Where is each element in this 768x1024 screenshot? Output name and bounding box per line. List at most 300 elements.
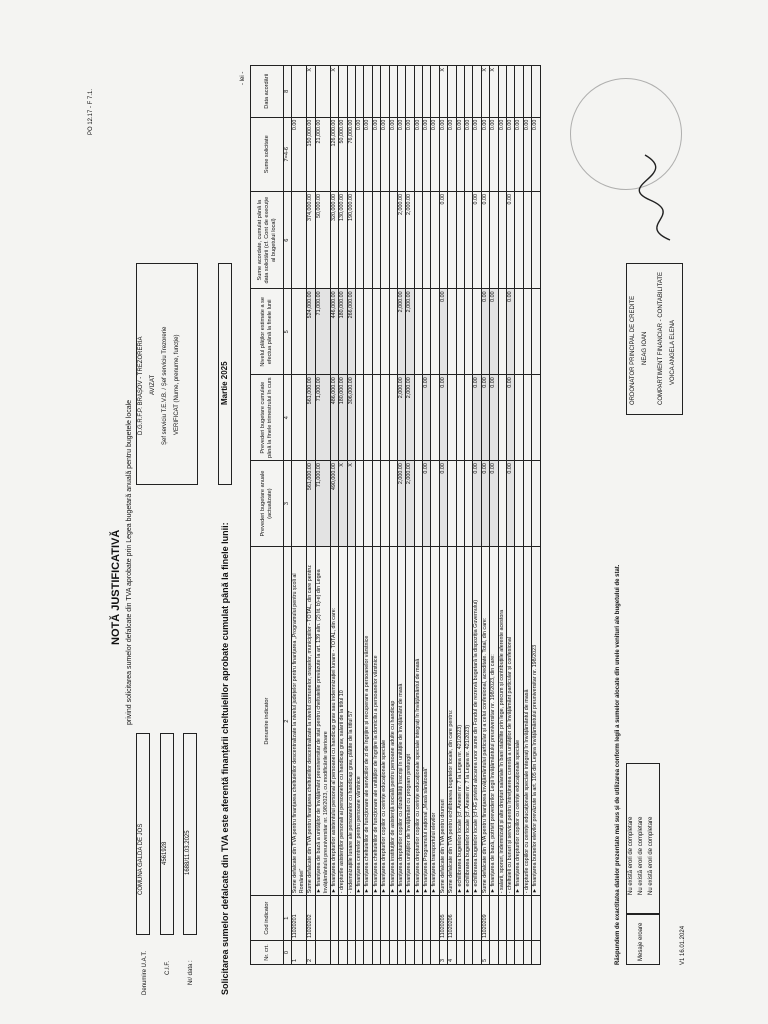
table-row: [523, 66, 531, 965]
table-cell: [456, 461, 464, 547]
table-cell: [381, 940, 389, 964]
table-cell: [414, 375, 422, 461]
table-cell: ► finanțarea drepturilor copiilor cu cerințe educaționale speciale: [515, 547, 523, 896]
table-cell: [339, 66, 347, 118]
table-cell: [372, 375, 380, 461]
table-cell: X: [490, 66, 498, 118]
table-cell: 0.00: [439, 461, 447, 547]
table-cell: [523, 461, 531, 547]
errors-heading: Răspundem de exactitatea datelor prezentate mai sus și de utilizarea conform legii a sumelor alocate din unele venituri ale bugetului de stat.: [615, 564, 621, 965]
table-cell: [414, 461, 422, 547]
table-cell: 2,000.00: [397, 375, 405, 461]
table-cell: [448, 461, 456, 547]
table-cell: [389, 375, 397, 461]
table-row: [515, 66, 523, 965]
table-cell: [532, 192, 540, 289]
table-cell: ► finanțarea de bază, potrivit prevederilor Legii învățământului preuniversitar nr. 198/2023, din care:: [490, 547, 498, 896]
table-cell: [515, 289, 523, 375]
table-cell: 126,000.00: [330, 117, 338, 191]
table-row: [506, 66, 514, 965]
uat-value: COMUNA GALDA DE JOS: [138, 823, 144, 895]
table-cell: [523, 289, 531, 375]
col-prev-annual: Prevederi bugetare anuale (actualizate): [251, 461, 284, 547]
table-cell: 0.00: [481, 192, 489, 289]
table-cell: - drepturile copiilor cu cerințe educaționale speciale integrați în învățământul de masă: [523, 547, 531, 896]
table-cell: 266,000.00: [347, 289, 355, 375]
table-cell: 0.00: [506, 192, 514, 289]
table-cell: ► finanțarea cheltuielilor de funcționare ale unităților de îngrijire la domiciliu a persoanelor vârstnice: [372, 547, 380, 896]
table-row: [381, 66, 389, 965]
table-cell: [456, 896, 464, 941]
table-cell: 2,000.00: [406, 192, 414, 289]
table-cell: X: [330, 66, 338, 118]
table-cell: [456, 192, 464, 289]
table-cell: 0.00: [364, 117, 372, 191]
table-cell: 150,000.00: [307, 117, 315, 191]
table-cell: 0.00: [423, 117, 431, 191]
table-cell: 320,000.00: [330, 192, 338, 289]
table-cell: 0.00: [423, 375, 431, 461]
table-row: [372, 66, 380, 965]
doc-subtitle: privind solicitarea sumelor defalcate din TVA aprobate prin Legea bugetară anuală pentru bugetele locale: [126, 399, 133, 725]
indicators-table: [250, 65, 541, 965]
table-cell: 0.00: [465, 117, 473, 191]
table-cell: ► finanțarea burselor elevilor prevăzute la art. 105 din Legea învățământului preuniversitar nr. 198/2023: [532, 547, 540, 896]
table-cell: [456, 66, 464, 118]
table-cell: [515, 192, 523, 289]
table-cell: [423, 289, 431, 375]
table-cell: 561,000.00: [307, 461, 315, 547]
table-cell: [465, 375, 473, 461]
table-cell: [355, 289, 363, 375]
table-cell: [506, 66, 514, 118]
table-cell: 0.00: [473, 375, 481, 461]
table-cell: [465, 461, 473, 547]
table-cell: 0.00: [406, 117, 414, 191]
table-row: [397, 66, 405, 965]
table-cell: 0.00: [481, 289, 489, 375]
ordonator-label: ORDONATOR PRINCIPAL DE CREDITE: [630, 295, 636, 405]
table-cell: [414, 66, 422, 118]
table-cell: 524,000.00: [307, 289, 315, 375]
table-cell: 0.00: [439, 375, 447, 461]
table-cell: [364, 289, 372, 375]
table-cell: [431, 940, 439, 964]
table-cell: [473, 289, 481, 375]
table-cell: [498, 940, 506, 964]
table-cell: [364, 940, 372, 964]
table-cell: [364, 896, 372, 941]
table-cell: [355, 940, 363, 964]
table-cell: 50,000.00: [315, 192, 330, 289]
table-row: [389, 66, 397, 965]
table-row: [431, 66, 439, 965]
table-cell: 0.00: [490, 289, 498, 375]
uat-label: Denumire U.A.T.: [142, 950, 148, 995]
table-cell: [423, 896, 431, 941]
table-cell: 0.00: [506, 461, 514, 547]
table-row: [423, 66, 431, 965]
handwritten-signature: [630, 145, 690, 245]
table-cell: 0.00: [439, 117, 447, 191]
table-cell: [292, 192, 307, 289]
table-cell: 0.00: [498, 117, 506, 191]
table-cell: [423, 192, 431, 289]
table-row: [498, 66, 506, 965]
table-cell: 374,000.00: [307, 192, 315, 289]
table-cell: 0.00: [431, 117, 439, 191]
table-cell: [532, 375, 540, 461]
table-cell: [473, 896, 481, 941]
table-cell: [515, 461, 523, 547]
table-row: [414, 66, 422, 965]
table-cell: [498, 461, 506, 547]
table-cell: [389, 66, 397, 118]
table-cell: ► finanțarea unităților de învățământ cu program prelungit: [406, 547, 414, 896]
version-label: V1 16.01.2024: [680, 925, 686, 965]
date-label: Nr/ data :: [188, 960, 194, 985]
col-num-2: 2: [284, 547, 292, 896]
table-row: [439, 66, 447, 965]
cif-box: [160, 733, 174, 935]
table-cell: [372, 896, 380, 941]
table-cell: [465, 289, 473, 375]
table-cell: [381, 192, 389, 289]
table-cell: 486,000.00: [330, 375, 338, 461]
table-cell: [372, 289, 380, 375]
table-cell: [473, 940, 481, 964]
table-cell: [372, 66, 380, 118]
table-cell: ► finanțarea cheltuielilor de funcționare ale serviciilor de zi de îngrijire și recuperare a persoanelor vârstnice: [364, 547, 372, 896]
treasury-name: D.G.R.F.P. BRAȘOV - TREZORERIA: [138, 336, 144, 435]
table-cell: [355, 66, 363, 118]
table-cell: 50,000.00: [339, 117, 347, 191]
table-cell: [414, 940, 422, 964]
table-cell: [389, 289, 397, 375]
table-cell: 3: [439, 940, 447, 964]
table-cell: [431, 375, 439, 461]
table-cell: 180,000.00: [339, 289, 347, 375]
table-cell: 0.00: [397, 117, 405, 191]
table-cell: 0.00: [490, 117, 498, 191]
table-cell: 1: [292, 940, 307, 964]
table-row: [307, 66, 315, 965]
col-num-3: 3: [284, 461, 292, 547]
table-row: [355, 66, 363, 965]
table-cell: 4: [448, 940, 456, 964]
table-cell: Sume defalcate din TVA pentru finanțarea cheltuielilor descentralizate la nivelul comunelor, orașelor, municipiilor - TOTAL, din care pentru:: [307, 547, 315, 896]
col-num-8: 8: [284, 66, 292, 118]
table-cell: X: [339, 461, 347, 547]
table-cell: [523, 192, 531, 289]
table-cell: [347, 896, 355, 941]
col-requested: Sume solicitate: [251, 117, 284, 191]
table-cell: 71,000.00: [315, 289, 330, 375]
table-cell: [339, 940, 347, 964]
table-cell: 306,000.00: [347, 375, 355, 461]
table-cell: - salarii, sporuri, indemnizații și alte drepturi salariale în bani stabilite prin lege, precum și contribuțiile aferente acestora: [498, 547, 506, 896]
table-cell: [355, 375, 363, 461]
table-cell: [473, 66, 481, 118]
col-indicator: Denumire indicator: [251, 547, 284, 896]
table-row: [465, 66, 473, 965]
table-cell: [515, 375, 523, 461]
table-cell: [389, 461, 397, 547]
table-cell: ► finanțarea de bază a unităților de învățământ preuniversitar de stat pentru cheltuielile prevăzute la art. 139 alin. (2) lit. b)-e) din Legea învățământului preuniversitar nr. 198/2023, cu modificările ulterioare: [315, 547, 330, 896]
rotated-sheet: [70, 25, 700, 1005]
table-cell: [523, 375, 531, 461]
table-cell: - drepturile asistenților personali ai persoanelor cu handicap grav, salarii de la titlul 10: [339, 547, 347, 896]
table-cell: [498, 896, 506, 941]
table-cell: 0.00: [481, 461, 489, 547]
table-cell: [397, 940, 405, 964]
compartiment-name: VOICA ANGELA ELENA: [670, 319, 676, 385]
table-cell: [506, 940, 514, 964]
error-2: Nu există erori de completare: [638, 816, 644, 895]
table-cell: [389, 940, 397, 964]
table-cell: [406, 896, 414, 941]
table-cell: 561,000.00: [307, 375, 315, 461]
table-cell: 0.00: [506, 289, 514, 375]
table-cell: 2,000.00: [397, 192, 405, 289]
table-cell: [292, 375, 307, 461]
table-cell: [523, 940, 531, 964]
table-cell: [423, 66, 431, 118]
table-cell: ► finanțarea instituțiilor de asistență socială pentru persoane adulte cu handicap: [389, 547, 397, 896]
compartiment-label: COMPARTIMENT FINANCIAR - CONTABILITATE: [658, 271, 664, 405]
table-cell: 11020206: [448, 896, 456, 941]
table-cell: 0.00: [423, 461, 431, 547]
table-cell: [515, 940, 523, 964]
table-cell: [532, 461, 540, 547]
table-row: [490, 66, 498, 965]
table-cell: [372, 461, 380, 547]
table-cell: 2,000.00: [406, 461, 414, 547]
unit-label: - lei -: [240, 71, 246, 85]
col-num-0: 0: [284, 940, 292, 964]
table-cell: 180,000.00: [339, 375, 347, 461]
table-cell: [347, 940, 355, 964]
table-body: [292, 66, 540, 965]
table-cell: [381, 375, 389, 461]
table-cell: [448, 192, 456, 289]
verified-label: VERIFICAT (Nume, prenume, funcție): [174, 334, 180, 435]
table-cell: 0.00: [481, 117, 489, 191]
table-cell: [448, 375, 456, 461]
table-cell: [389, 896, 397, 941]
table-cell: [431, 896, 439, 941]
table-cell: 0.00: [439, 192, 447, 289]
table-cell: ► finanțarea centrelor pentru persoane vârstnice: [355, 547, 363, 896]
table-cell: 0.00: [481, 375, 489, 461]
table-cell: [364, 192, 372, 289]
table-row: [448, 66, 456, 965]
table-cell: [414, 289, 422, 375]
table-cell: Sume defalcate din TVA pentru finanțarea cheltuielilor descentralizate la nivelul județelor pentru finanțarea „Programului pentru școli al României”: [292, 547, 307, 896]
table-cell: 130,000.00: [339, 192, 347, 289]
section-heading: Solicitarea sumelor defalcate din TVA este aferentă finanțării cheltuielilor aprobate cumulat până la finele lunii:: [220, 522, 230, 995]
table-cell: X: [439, 66, 447, 118]
table-row: [481, 66, 489, 965]
table-cell: [330, 940, 338, 964]
table-cell: [448, 289, 456, 375]
table-row: [330, 66, 338, 965]
table-cell: [490, 896, 498, 941]
table-cell: 2,000.00: [406, 375, 414, 461]
table-cell: [292, 289, 307, 375]
table-cell: 0.00: [473, 192, 481, 289]
table-row: [456, 66, 464, 965]
table-cell: 0.00: [355, 117, 363, 191]
month-value: Martie 2025: [220, 361, 229, 405]
table-cell: - indemnizațiile lunare ale persoanelor cu handicap grav, plătite de la titlul 57: [347, 547, 355, 896]
col-num-6: 6: [284, 192, 292, 289]
table-cell: ► finanțarea drepturilor copiilor cu dizabilități înscriși în unitățile de învățământ de masă: [397, 547, 405, 896]
table-cell: [330, 896, 338, 941]
table-cell: [515, 66, 523, 118]
table-cell: [523, 66, 531, 118]
table-cell: [465, 896, 473, 941]
cif-label: C.I.F.: [165, 960, 171, 975]
table-cell: [490, 192, 498, 289]
table-cell: 0.00: [506, 117, 514, 191]
table-cell: 0.00: [532, 117, 540, 191]
table-cell: [364, 66, 372, 118]
table-cell: 446,000.00: [330, 289, 338, 375]
table-row: [364, 66, 372, 965]
table-cell: [414, 896, 422, 941]
table-cell: [431, 66, 439, 118]
table-cell: 2,000.00: [406, 289, 414, 375]
table-cell: [456, 940, 464, 964]
col-granted: Sume acordate, cumulat până la data solicitării (cf. Cont de execuție al bugetului local): [251, 192, 284, 289]
table-cell: 0.00: [506, 375, 514, 461]
table-cell: [397, 896, 405, 941]
table-cell: [498, 289, 506, 375]
table-cell: [465, 192, 473, 289]
table-cell: [532, 896, 540, 941]
table-cell: [523, 896, 531, 941]
form-code: PO 12.17 - F 7.1.: [88, 88, 94, 135]
table-cell: 11020202: [307, 896, 315, 941]
table-cell: X: [307, 66, 315, 118]
table-cell: [381, 461, 389, 547]
table-cell: [498, 192, 506, 289]
table-cell: [490, 940, 498, 964]
table-cell: [506, 896, 514, 941]
table-row: [347, 66, 355, 965]
table-cell: 11020201: [292, 896, 307, 941]
table-cell: 5: [481, 940, 489, 964]
table-cell: 0.00: [523, 117, 531, 191]
table-cell: [456, 375, 464, 461]
table-cell: [532, 940, 540, 964]
table-cell: [372, 940, 380, 964]
table-cell: 76,000.00: [347, 117, 355, 191]
table-cell: Sume defalcate din TVA pentru drumuri: [439, 547, 447, 896]
table-cell: X: [481, 66, 489, 118]
table-cell: ► finanțarea drepturilor copiilor cu cerințe educaționale speciale: [381, 547, 389, 896]
approved-label: AVIZAT: [150, 374, 156, 395]
table-cell: 0.00: [439, 289, 447, 375]
col-num-4: 4: [284, 375, 292, 461]
col-level: Nivelul plăților estimate a se efectua până la finele lunii: [251, 289, 284, 375]
table-row: [473, 66, 481, 965]
table-cell: ► echilibrarea bugetelor locale (cf HG privind alocarea unor sume din Fondul de rezervă bugetară la dispoziția Guvernului): [473, 547, 481, 896]
table-cell: 0.00: [372, 117, 380, 191]
table-cell: 2,000.00: [397, 461, 405, 547]
table-cell: [532, 66, 540, 118]
table-cell: [515, 896, 523, 941]
col-prev-cumulative: Prevederi bugetare cumulate până la finele trimestrului în curs: [251, 375, 284, 461]
table-cell: [414, 192, 422, 289]
table-cell: [406, 940, 414, 964]
col-num-5: 5: [284, 289, 292, 375]
table-cell: 21,000.00: [315, 117, 330, 191]
table-cell: [315, 66, 330, 118]
table-cell: [292, 461, 307, 547]
col-nr: Nr. crt.: [251, 940, 284, 964]
col-date: Data acordării: [251, 66, 284, 118]
table-cell: 11020209: [481, 896, 489, 941]
table-cell: [397, 66, 405, 118]
col-num-1: 1: [284, 896, 292, 941]
table-cell: 0.00: [414, 117, 422, 191]
table-cell: [423, 940, 431, 964]
table-cell: 0.00: [490, 375, 498, 461]
table-cell: [381, 66, 389, 118]
table-cell: [315, 940, 330, 964]
table-cell: [431, 192, 439, 289]
error-1: Nu există erori de completare: [628, 816, 634, 895]
table-cell: [364, 461, 372, 547]
table-cell: [347, 66, 355, 118]
table-row: [406, 66, 414, 965]
table-cell: 0.00: [473, 461, 481, 547]
table-cell: [292, 66, 307, 118]
table-cell: [381, 896, 389, 941]
table-cell: 0.00: [456, 117, 464, 191]
col-num-7: 7=4-6: [284, 117, 292, 191]
table-row: [339, 66, 347, 965]
table-cell: [465, 940, 473, 964]
cif-value: 4561928: [162, 841, 168, 865]
ordonator-name: NEAG IOAN: [642, 331, 648, 365]
table-row: [532, 66, 540, 965]
table-cell: [498, 66, 506, 118]
table-cell: 0.00: [448, 117, 456, 191]
table-cell: [448, 66, 456, 118]
table-cell: [355, 461, 363, 547]
table-cell: [456, 289, 464, 375]
table-cell: [431, 289, 439, 375]
error-3: Nu există erori de completare: [648, 816, 654, 895]
table-cell: [355, 896, 363, 941]
table-cell: [532, 289, 540, 375]
table-cell: 2,000.00: [397, 289, 405, 375]
table-cell: ► finanțarea transportului elevilor: [431, 547, 439, 896]
table-cell: 490,000.00: [330, 461, 338, 547]
table-cell: [389, 192, 397, 289]
table-cell: [431, 461, 439, 547]
error-msg-label: Mesaje eroare: [638, 922, 644, 961]
table-cell: [406, 66, 414, 118]
table-cell: 0.00: [515, 117, 523, 191]
table-cell: 2: [307, 940, 315, 964]
table-cell: [315, 896, 330, 941]
table-cell: 0.00: [473, 117, 481, 191]
table-cell: Sume defalcate din TVA pentru finanțarea învățământului particular și a celui confesional, acreditate. Total, din care:: [481, 547, 489, 896]
